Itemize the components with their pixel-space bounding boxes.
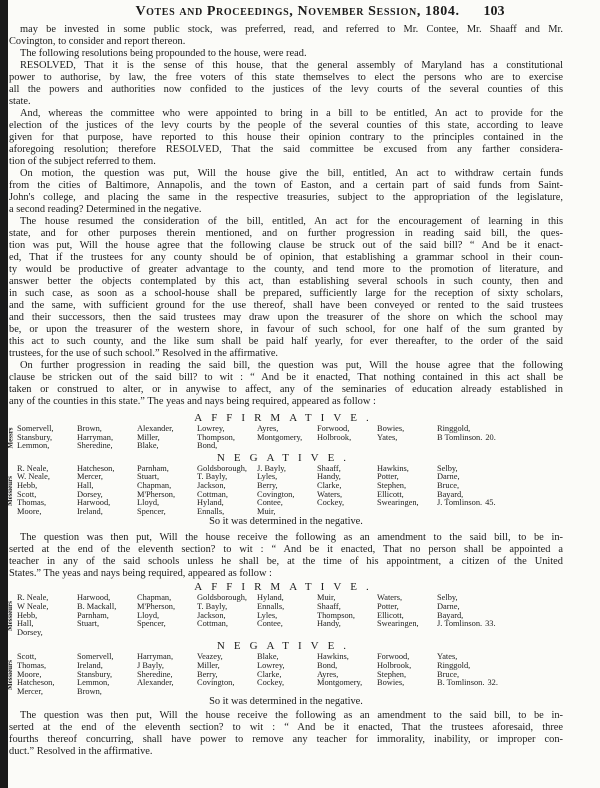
vote-block bbox=[6, 451, 563, 517]
vote-tally: 32. bbox=[487, 678, 498, 688]
member-name bbox=[317, 620, 377, 629]
member-name-text: Yates, bbox=[437, 652, 458, 662]
member-name-text: Hebb, bbox=[17, 480, 38, 490]
member-name-text: Bruce, bbox=[437, 669, 460, 679]
member-name-text: T. Bayly, bbox=[197, 601, 228, 611]
text-line: The following resolutions being propounded to the house, were read. bbox=[20, 48, 307, 59]
text-line: all the powers and authorities now confided to the justices of the levy courts of the several counties of this bbox=[9, 84, 563, 95]
member-name-text: Goldsborough, bbox=[197, 463, 248, 473]
member-name-text: Dorsey, bbox=[77, 489, 103, 499]
member-name bbox=[17, 629, 77, 638]
name-column bbox=[17, 465, 77, 517]
member-name-text: Berry, bbox=[197, 669, 218, 679]
member-name-text: Covington, bbox=[197, 678, 235, 688]
member-name-text: Swearingen, bbox=[377, 619, 419, 629]
text-line: from the cities of Baltimore, Annapolis, and the town of Easton, and a certain part of said funds from Saint- bbox=[9, 180, 563, 191]
member-name-text: Shaaff, bbox=[317, 601, 341, 611]
member-name-text: Harwood, bbox=[77, 498, 111, 508]
member-name-text: W. Neale, bbox=[17, 472, 50, 482]
paragraph bbox=[9, 60, 563, 108]
member-name bbox=[77, 442, 137, 451]
member-name-text: Miller, bbox=[137, 432, 160, 442]
member-name-text: Lyles, bbox=[257, 610, 278, 620]
member-name-text: T. Bayly, bbox=[197, 472, 228, 482]
text-line: fourths thereof concurring, shall have power to remove any teacher for immorality, inability, or improper con- bbox=[9, 734, 563, 746]
member-name-text: M'Pherson, bbox=[137, 601, 176, 611]
vote-tally: 20. bbox=[485, 432, 496, 442]
member-name-text: Handy, bbox=[317, 619, 341, 629]
member-name-text: Brown, bbox=[77, 424, 102, 433]
member-name-text: Berry, bbox=[257, 480, 278, 490]
member-name-text: Ringgold, bbox=[437, 424, 471, 433]
member-name-text: Bowies, bbox=[377, 678, 405, 688]
member-name-text: Selby, bbox=[437, 593, 458, 603]
text-line: tion of the subject referred to them. bbox=[9, 156, 156, 167]
member-name-text: Ennalls, bbox=[257, 601, 285, 611]
member-name-text: Thomas, bbox=[17, 660, 47, 670]
name-column bbox=[77, 465, 137, 517]
text-line: and the same, with sufficient ground for the use thereof, shall have been conveyed or rented to the said trustees bbox=[9, 300, 563, 311]
member-name-text: J. Tomlinson. bbox=[437, 498, 483, 508]
name-column bbox=[77, 653, 137, 696]
text-line: ty would be productive of greater advantage to the county, and tend more to the promotion of literature, and bbox=[9, 264, 563, 275]
text-line: be, or upon the treasurer of the western shore, in favour of such school, for one half of the sum granted by bbox=[9, 324, 563, 335]
member-name-text: Veazey, bbox=[197, 652, 223, 662]
text-line: John's college, and placing the same in the respective treasuries, subject to the appropriation of the legislature, bbox=[9, 192, 563, 203]
text-line: this act to such county, and the like sum shall be paid half yearly, for ever thereafter, to the order of the said bbox=[9, 336, 563, 347]
member-name-text: Thompson, bbox=[197, 432, 235, 442]
member-name-text: Bond, bbox=[197, 441, 218, 451]
side-label bbox=[6, 653, 14, 696]
member-name bbox=[77, 688, 137, 697]
member-name-text: Jackson, bbox=[197, 610, 226, 620]
paragraph bbox=[9, 216, 563, 360]
name-column bbox=[137, 425, 197, 451]
member-name bbox=[17, 688, 77, 697]
running-title: Votes and Proceedings, November Session, 1804. bbox=[135, 4, 460, 19]
vote-block bbox=[6, 412, 563, 451]
name-column bbox=[17, 594, 77, 637]
name-column bbox=[437, 653, 557, 696]
text-line: tion was put, Will the house agree that the following clause be struck out of the said bill? “ And be it enact- bbox=[9, 240, 563, 251]
name-column bbox=[137, 465, 197, 517]
member-name-text: Bruce, bbox=[437, 480, 460, 490]
paragraph bbox=[9, 24, 563, 48]
vote-heading: AFFIRMATIVE. bbox=[194, 581, 378, 594]
text-line: power to authorise, by law, the free voters of this state themselves to elect the persons who are to exercise bbox=[9, 72, 563, 83]
member-name-text: Ayres, bbox=[317, 669, 339, 679]
text-line: duct.” Resolved in the affirmative. bbox=[9, 746, 153, 758]
text-line: aforegoing resolution; therefore RESOLVED, That the said committee be excused from any farther considera- bbox=[9, 144, 563, 155]
text-line: RESOLVED, That it is the sense of this house, that the general assembly of Maryland has a constitutional bbox=[20, 60, 563, 71]
text-line: The house resumed the consideration of the bill, entitled, An act for the encouragement of learning in this bbox=[20, 216, 563, 227]
member-name-text: Mercer, bbox=[77, 472, 103, 482]
member-name-text: Potter, bbox=[377, 472, 399, 482]
name-column bbox=[377, 465, 437, 517]
determination-text: So it was determined in the negative. bbox=[209, 696, 363, 708]
text-line: The question was then put, Will the house receive the following as an amendment to the said bill, to be in- bbox=[20, 532, 563, 544]
member-name-text: Lyles, bbox=[257, 472, 278, 482]
text-line: On further progression in reading the said bill, the question was put, Will the house agree that the following bbox=[20, 360, 563, 371]
member-name-text: Ireland, bbox=[77, 506, 103, 516]
member-name-text: Somervell, bbox=[77, 652, 114, 662]
member-name bbox=[317, 499, 377, 508]
text-line: given for that purpose, have reported to this house their opinion contrary to the principles contained in the bbox=[9, 132, 563, 143]
text-line: And, whereas the committee who were appointed to bring in a bill to be entitled, An act to provide for the bbox=[20, 108, 563, 119]
text-line: any of the counties in this state.” The yeas and nays being required, appeared as follow : bbox=[9, 396, 376, 407]
member-name bbox=[437, 499, 557, 508]
member-name bbox=[437, 620, 557, 629]
name-column bbox=[197, 425, 257, 451]
text-line: teacher in any of the said schools unless he shall be, at the time of his appointment, a citizen of the United bbox=[9, 556, 563, 568]
side-label-text: Messrs bbox=[6, 427, 14, 449]
name-column bbox=[197, 594, 257, 637]
page-number: 103 bbox=[483, 4, 505, 19]
name-column bbox=[437, 465, 557, 517]
member-name-text: Stephen, bbox=[377, 480, 407, 490]
member-name-text: Shaaff, bbox=[317, 463, 341, 473]
paragraph bbox=[9, 360, 563, 408]
member-name-text: Stephen, bbox=[377, 669, 407, 679]
member-name-text: Hyland, bbox=[197, 498, 224, 508]
name-column bbox=[377, 594, 437, 637]
paragraph bbox=[9, 168, 563, 216]
side-label bbox=[6, 465, 14, 517]
member-name-text: Ayres, bbox=[257, 424, 279, 433]
member-name bbox=[197, 442, 257, 451]
member-name-text: Cockey, bbox=[257, 678, 285, 688]
member-name-text: W Neale, bbox=[17, 601, 49, 611]
vote-heading: NEGATIVE. bbox=[216, 451, 356, 464]
side-label bbox=[6, 425, 14, 451]
paragraph bbox=[9, 48, 563, 60]
vote-list bbox=[6, 652, 563, 696]
member-name-text: Holbrook, bbox=[317, 432, 352, 442]
member-name-text: Montgomery, bbox=[317, 678, 363, 688]
member-name bbox=[137, 620, 197, 629]
member-name-text: Harryman, bbox=[77, 432, 114, 442]
vote-tally: 33. bbox=[485, 619, 496, 629]
name-column bbox=[137, 594, 197, 637]
text-line: state, and for other purposes therein mentioned, and on further progression in reading said bill, the ques- bbox=[9, 228, 563, 239]
vote-heading: AFFIRMATIVE. bbox=[194, 412, 378, 424]
vote-block bbox=[6, 640, 563, 696]
text-line: may be invested in some public stock, was preferred, read, and referred to Mr. Contee, Mr. Shaaff and Mr. bbox=[20, 24, 563, 35]
member-name-text: Chapman, bbox=[137, 480, 172, 490]
member-name-text: Muir, bbox=[257, 506, 276, 516]
member-name-text: Forwood, bbox=[377, 652, 410, 662]
page-header bbox=[60, 4, 580, 24]
member-name-text: Lowrey, bbox=[197, 424, 225, 433]
member-name-text: Cottman, bbox=[197, 619, 228, 629]
member-name-text: Waters, bbox=[377, 593, 403, 603]
member-name-text: Goldsborough, bbox=[197, 593, 248, 603]
name-column bbox=[77, 594, 137, 637]
member-name-text: Hatcheson, bbox=[17, 678, 55, 688]
member-name-text: Handy, bbox=[317, 472, 341, 482]
name-column bbox=[17, 425, 77, 451]
member-name-text: Dorsey, bbox=[17, 627, 43, 637]
member-name bbox=[257, 434, 317, 443]
text-line: answer better the objects contemplated by this act, than establishing several schools in such county, then and bbox=[9, 276, 563, 287]
member-name bbox=[377, 679, 437, 688]
member-name-text: Covington, bbox=[257, 489, 295, 499]
text-line: Covington, to consider and report thereon. bbox=[9, 36, 186, 47]
member-name bbox=[257, 508, 317, 517]
page-body bbox=[6, 24, 563, 758]
vote-list bbox=[6, 463, 563, 517]
member-name-text: Spencer, bbox=[137, 506, 166, 516]
member-name-text: B Tomlinson. bbox=[437, 432, 483, 442]
member-name-text: Montgomery, bbox=[257, 432, 303, 442]
member-name-text: Blake, bbox=[137, 441, 159, 451]
member-name-text: Lloyd, bbox=[137, 498, 160, 508]
name-column bbox=[197, 653, 257, 696]
member-name-text: Moore, bbox=[17, 669, 42, 679]
member-name bbox=[377, 434, 437, 443]
member-name-text: Sheredine, bbox=[137, 669, 173, 679]
side-label-text: Messieurs bbox=[6, 600, 15, 631]
member-name-text: R. Neale, bbox=[17, 593, 49, 603]
member-name-text: Lloyd, bbox=[137, 610, 160, 620]
member-name-text: Jackson, bbox=[197, 480, 226, 490]
text-line: serted at the end of the eleventh section? to wit : “ And be it enacted, That the trustees aforesaid, three bbox=[9, 722, 563, 734]
name-column bbox=[197, 465, 257, 517]
member-name bbox=[137, 508, 197, 517]
member-name-text: Blake, bbox=[257, 652, 279, 662]
name-column bbox=[257, 594, 317, 637]
member-name-text: Stuart, bbox=[77, 619, 100, 629]
member-name-text: Contee, bbox=[257, 619, 283, 629]
member-name bbox=[197, 508, 257, 517]
member-name-text: M'Pherson, bbox=[137, 489, 176, 499]
member-name-text: Lemmon, bbox=[77, 678, 110, 688]
member-name-text: Bond, bbox=[317, 660, 338, 670]
member-name bbox=[77, 620, 137, 629]
determination bbox=[9, 696, 563, 708]
member-name-text: Alexander, bbox=[137, 678, 174, 688]
member-name bbox=[197, 620, 257, 629]
member-name-text: Mercer, bbox=[17, 686, 43, 696]
text-line: a second reading? Determined in the negative. bbox=[9, 204, 202, 215]
member-name-text: Bayard, bbox=[437, 489, 464, 499]
text-line: clause be stricken out of the said bill? to wit : “ And be it enacted, That nothing contained in this act shall be bbox=[9, 372, 563, 383]
member-name-text: J Bayly, bbox=[137, 660, 164, 670]
member-name-text: Chapman, bbox=[137, 593, 172, 603]
member-name-text: Hall, bbox=[77, 480, 94, 490]
member-name-text: Muir, bbox=[317, 593, 336, 603]
member-name-text: Hebb, bbox=[17, 610, 38, 620]
member-name-text: Ennalls, bbox=[197, 506, 225, 516]
member-name bbox=[317, 679, 377, 688]
text-line: election of the justices of the levy courts by the people of the several counties of this state, according to leave bbox=[9, 120, 563, 131]
member-name-text: Spencer, bbox=[137, 619, 166, 629]
member-name-text: Hyland, bbox=[257, 593, 284, 603]
name-column bbox=[257, 465, 317, 517]
member-name bbox=[17, 508, 77, 517]
paragraph bbox=[9, 108, 563, 168]
member-name-text: Potter, bbox=[377, 601, 399, 611]
member-name bbox=[317, 434, 377, 443]
member-name-text: Contee, bbox=[257, 498, 283, 508]
member-name-text: J. Bayly, bbox=[257, 463, 287, 473]
member-name-text: Darne, bbox=[437, 601, 460, 611]
member-name bbox=[17, 442, 77, 451]
member-name-text: Alexander, bbox=[137, 424, 174, 433]
member-name-text: Lowrey, bbox=[257, 660, 285, 670]
member-name-text: Darne, bbox=[437, 472, 460, 482]
member-name-text: Thompson, bbox=[317, 610, 355, 620]
determination bbox=[9, 516, 563, 528]
member-name bbox=[257, 679, 317, 688]
member-name-text: Lemmon, bbox=[17, 441, 50, 451]
member-name bbox=[197, 679, 257, 688]
member-name-text: Harwood, bbox=[77, 593, 111, 603]
member-name-text: Brown, bbox=[77, 686, 102, 696]
text-line: ed, That if the trustees for any county should be of opinion, that establishing a grammar school in their coun- bbox=[9, 252, 563, 263]
member-name bbox=[377, 499, 437, 508]
text-line: States.” The yeas and nays being required, appeared as follow : bbox=[9, 568, 272, 580]
name-column bbox=[317, 653, 377, 696]
member-name-text: Bowies, bbox=[377, 424, 405, 433]
member-name bbox=[257, 620, 317, 629]
member-name-text: Cottman, bbox=[197, 489, 228, 499]
determination-text: So it was determined in the negative. bbox=[209, 516, 363, 528]
vote-list bbox=[6, 424, 563, 451]
side-label-text: Messieurs bbox=[6, 475, 15, 506]
text-line: The question was then put, Will the house receive the following as an amendment to the said bill, to be in- bbox=[20, 710, 563, 722]
member-name-text: Cockey, bbox=[317, 498, 345, 508]
name-column bbox=[77, 425, 137, 451]
name-column bbox=[317, 594, 377, 637]
member-name-text: Hall, bbox=[17, 619, 34, 629]
member-name bbox=[377, 620, 437, 629]
name-column bbox=[437, 425, 557, 451]
text-line: On motion, the question was put, Will the house give the bill, entitled, An act to withdraw certain funds bbox=[20, 168, 563, 179]
member-name-text: Ringgold, bbox=[437, 660, 471, 670]
member-name-text: Waters, bbox=[317, 489, 343, 499]
member-name-text: Moore, bbox=[17, 506, 42, 516]
paragraph bbox=[9, 532, 563, 580]
member-name-text: Scott, bbox=[17, 652, 37, 662]
member-name-text: B. Mackall, bbox=[77, 601, 117, 611]
vote-list bbox=[6, 593, 563, 637]
member-name-text: Thomas, bbox=[17, 498, 47, 508]
member-name bbox=[77, 508, 137, 517]
name-column bbox=[317, 465, 377, 517]
member-name-text: Stansbury, bbox=[17, 432, 53, 442]
member-name bbox=[137, 442, 197, 451]
member-name-text: Bayard, bbox=[437, 610, 464, 620]
member-name bbox=[437, 434, 557, 443]
member-name-text: Forwood, bbox=[317, 424, 350, 433]
name-column bbox=[17, 653, 77, 696]
member-name-text: R. Neale, bbox=[17, 463, 49, 473]
member-name-text: B. Tomlinson. bbox=[437, 678, 485, 688]
side-label-text: Messieurs bbox=[6, 659, 15, 690]
vote-block bbox=[6, 581, 563, 637]
name-column bbox=[377, 653, 437, 696]
member-name-text: Hatcheson, bbox=[77, 463, 115, 473]
member-name-text: Swearingen, bbox=[377, 498, 419, 508]
name-column bbox=[377, 425, 437, 451]
text-line: trustees, for the use of such school.” Resolved in the affirmative. bbox=[9, 348, 279, 359]
member-name-text: Somervell, bbox=[17, 424, 54, 433]
side-label bbox=[6, 594, 14, 637]
member-name-text: Ellicott, bbox=[377, 610, 404, 620]
member-name bbox=[137, 679, 197, 688]
member-name-text: Stuart, bbox=[137, 472, 160, 482]
member-name bbox=[437, 679, 557, 688]
member-name-text: Ireland, bbox=[77, 660, 103, 670]
text-line: taken or construed to alter, or in anywise to affect, any of the seminaries of education already established in bbox=[9, 384, 563, 395]
member-name-text: Sheredine, bbox=[77, 441, 113, 451]
member-name-text: Yates, bbox=[377, 432, 398, 442]
name-column bbox=[317, 425, 377, 451]
member-name-text: Clarke, bbox=[317, 480, 342, 490]
member-name-text: J. Tomlinson. bbox=[437, 619, 483, 629]
name-column bbox=[257, 653, 317, 696]
member-name-text: Hawkins, bbox=[317, 652, 349, 662]
text-line: serted at the end of the eleventh section? to wit : “ And be it enacted, That no person shall be appointed a bbox=[9, 544, 563, 556]
vote-heading: NEGATIVE. bbox=[216, 640, 356, 653]
member-name-text: Clarke, bbox=[257, 669, 282, 679]
member-name-text: Stansbury, bbox=[77, 669, 113, 679]
vote-tally: 45. bbox=[485, 498, 496, 508]
text-line: in such case, as soon as a school-house shall be prepared, sufficiently large for the reception of sixty scholars, bbox=[9, 288, 563, 299]
member-name-text: Scott, bbox=[17, 489, 37, 499]
member-name-text: Harryman, bbox=[137, 652, 174, 662]
member-name-text: Selby, bbox=[437, 463, 458, 473]
member-name-text: Parnham, bbox=[77, 610, 109, 620]
paragraph bbox=[9, 710, 563, 758]
name-column bbox=[257, 425, 317, 451]
name-column bbox=[437, 594, 557, 637]
member-name-text: Miller, bbox=[197, 660, 220, 670]
name-column bbox=[137, 653, 197, 696]
member-name-text: Hawkins, bbox=[377, 463, 409, 473]
member-name-text: Ellicott, bbox=[377, 489, 404, 499]
text-line: state. bbox=[9, 96, 31, 107]
text-line: and their successors, then the said trustees may draw upon the treasurer of the shore on which the school may bbox=[9, 312, 563, 323]
member-name-text: Parnham, bbox=[137, 463, 169, 473]
member-name-text: Holbrook, bbox=[377, 660, 412, 670]
